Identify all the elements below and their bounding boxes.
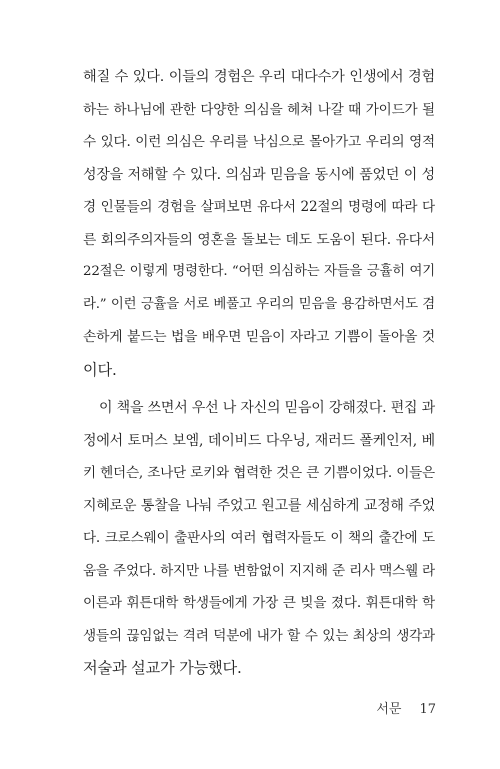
text-line: 생들의 끊임없는 격려 덕분에 내가 할 수 있는 최상의 생각과 <box>83 627 435 644</box>
body-text <box>83 61 435 685</box>
text-line: 이다. <box>83 360 117 379</box>
text-line: 22절은 이렇게 명령한다. “어떤 의심하는 자들을 긍휼히 여기 <box>83 264 435 279</box>
page-footer <box>0 699 436 721</box>
text-line: 하는 하나님에 관한 다양한 의심을 헤쳐 나갈 때 가이드가 될 <box>83 101 435 118</box>
text-line: 해질 수 있다. 이들의 경험은 우리 대다수가 인생에서 경험 <box>83 69 435 85</box>
page-number: 17 <box>419 702 436 717</box>
paragraph-1 <box>83 61 435 386</box>
text-line: 정에서 토머스 보엠, 데이비드 다우닝, 재러드 폴케인저, 베 <box>83 432 435 449</box>
text-line: 키 헨더슨, 조나단 로키와 협력한 것은 큰 기쁨이었다. 이들은 <box>83 465 435 481</box>
running-section-title: 서문 <box>376 702 402 717</box>
text-line: 다. 크로스웨이 출판사의 여러 협력자들도 이 책의 출간에 도 <box>83 530 435 546</box>
text-line: 경 인물들의 경험을 살펴보면 유다서 22절의 명령에 따라 다 <box>83 199 435 215</box>
text-line: 성장을 저해할 수 있다. 의심과 믿음을 동시에 품었던 이 성 <box>83 166 435 183</box>
text-line: 른 회의주의자들의 영혼을 돌보는 데도 도움이 된다. 유다서 <box>83 231 435 248</box>
paragraph-2 <box>83 392 435 685</box>
text-line: 저술과 설교가 가능했다. <box>83 659 242 677</box>
text-line: 라.” 이런 긍휼을 서로 베풀고 우리의 믿음을 용감하면서도 겸 <box>83 296 435 312</box>
text-line: 이 책을 쓰면서 우선 나 자신의 믿음이 강해졌다. 편집 과 <box>99 400 435 416</box>
text-line: 움을 주었다. 하지만 나를 변함없이 지지해 준 리사 맥스웰 라 <box>83 562 435 579</box>
text-line: 지혜로운 통찰을 나눠 주었고 원고를 세심하게 교정해 주었 <box>83 497 435 514</box>
text-line: 손하게 붙드는 법을 배우면 믿음이 자라고 기쁨이 돌아올 것 <box>83 329 435 345</box>
text-line: 수 있다. 이런 의심은 우리를 낙심으로 몰아가고 우리의 영적 <box>83 134 435 150</box>
text-line: 이른과 휘튼대학 학생들에게 가장 큰 빚을 졌다. 휘튼대학 학 <box>83 595 435 611</box>
